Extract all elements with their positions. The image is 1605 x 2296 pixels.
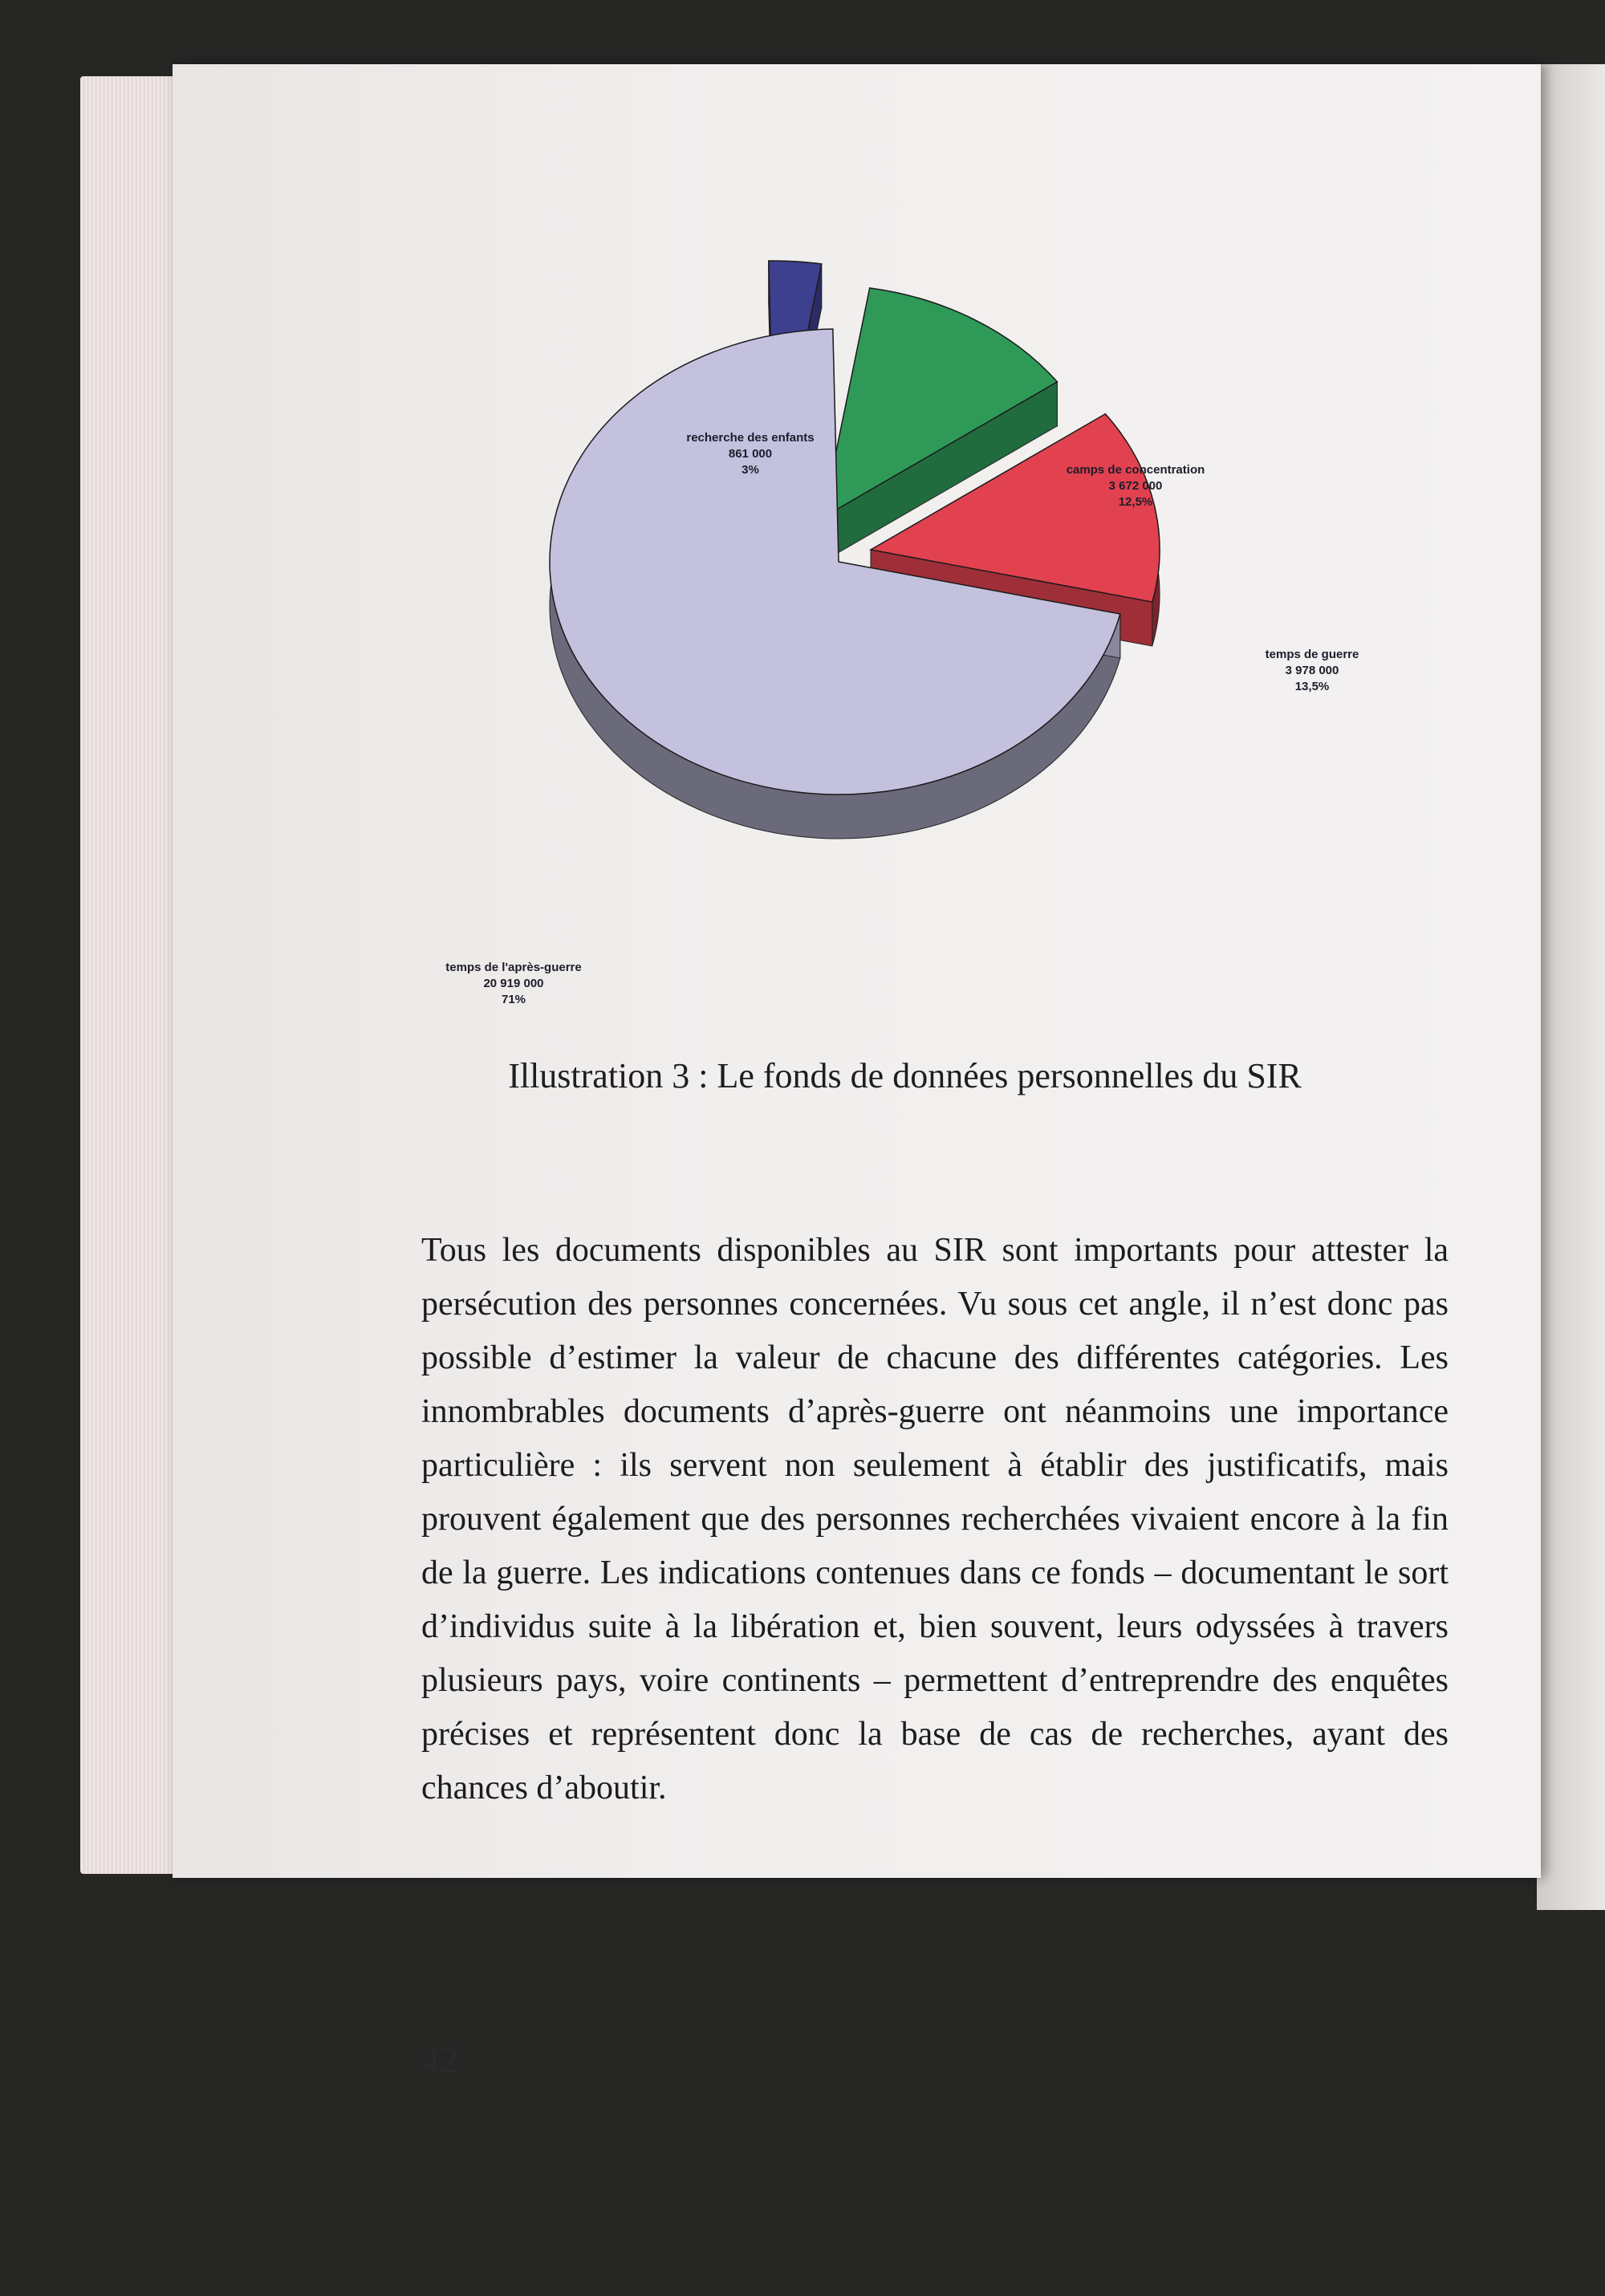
pie-label-0-line-1: 861 000 <box>728 447 773 461</box>
pie-label-3-line-2: 71% <box>501 993 526 1006</box>
figure-caption: Illustration 3 : Le fonds de données personnelles du SIR <box>508 1056 1302 1095</box>
page-number: 42 <box>421 2039 458 2080</box>
pie-chart <box>173 64 1541 1027</box>
pie-label-3-line-0: temps de l'après-guerre <box>445 961 582 974</box>
pie-label-0-line-0: recherche des enfants <box>686 431 815 445</box>
book-page-edges <box>80 76 185 1874</box>
pie-label-1-line-2: 12,5% <box>1118 495 1153 509</box>
pie-label-0-line-2: 3% <box>742 463 759 477</box>
pie-label-2-line-2: 13,5% <box>1294 680 1330 693</box>
pie-label-1-line-0: camps de concentration <box>1066 463 1205 477</box>
pie-label-1-line-1: 3 672 000 <box>1108 479 1163 493</box>
pie-label-2-line-0: temps de guerre <box>1265 648 1359 661</box>
book-page <box>173 64 1541 2080</box>
pie-chart-svg <box>173 64 1541 1027</box>
next-page-edge <box>1537 64 1605 1910</box>
body-paragraph: Tous les documents disponibles au SIR sont importants pour attester la persécution des personnes concernées. Vu sous cet angle, il n’est donc pas possible d’estimer la valeur de chacune des différentes catégories. Les innombrables documents d’après-guerre ont néanmoins une importance particulière : ils servent non seulement à établir des justificatifs, mais prouvent également que des personnes recherchées vivaient encore à la fin de la guerre. Les indications contenues dans ce fonds – documentant le sort d’individus suite à la libération et, bien souvent, leurs odyssées à travers plusieurs pays, voire continents – permettent d’entreprendre des enquêtes précises et représentent donc la base de cas de recherches, ayant des chances d’aboutir. <box>421 1232 1449 1806</box>
pie-label-2-line-1: 3 978 000 <box>1285 664 1339 677</box>
pie-label-3-line-1: 20 919 000 <box>483 977 544 990</box>
